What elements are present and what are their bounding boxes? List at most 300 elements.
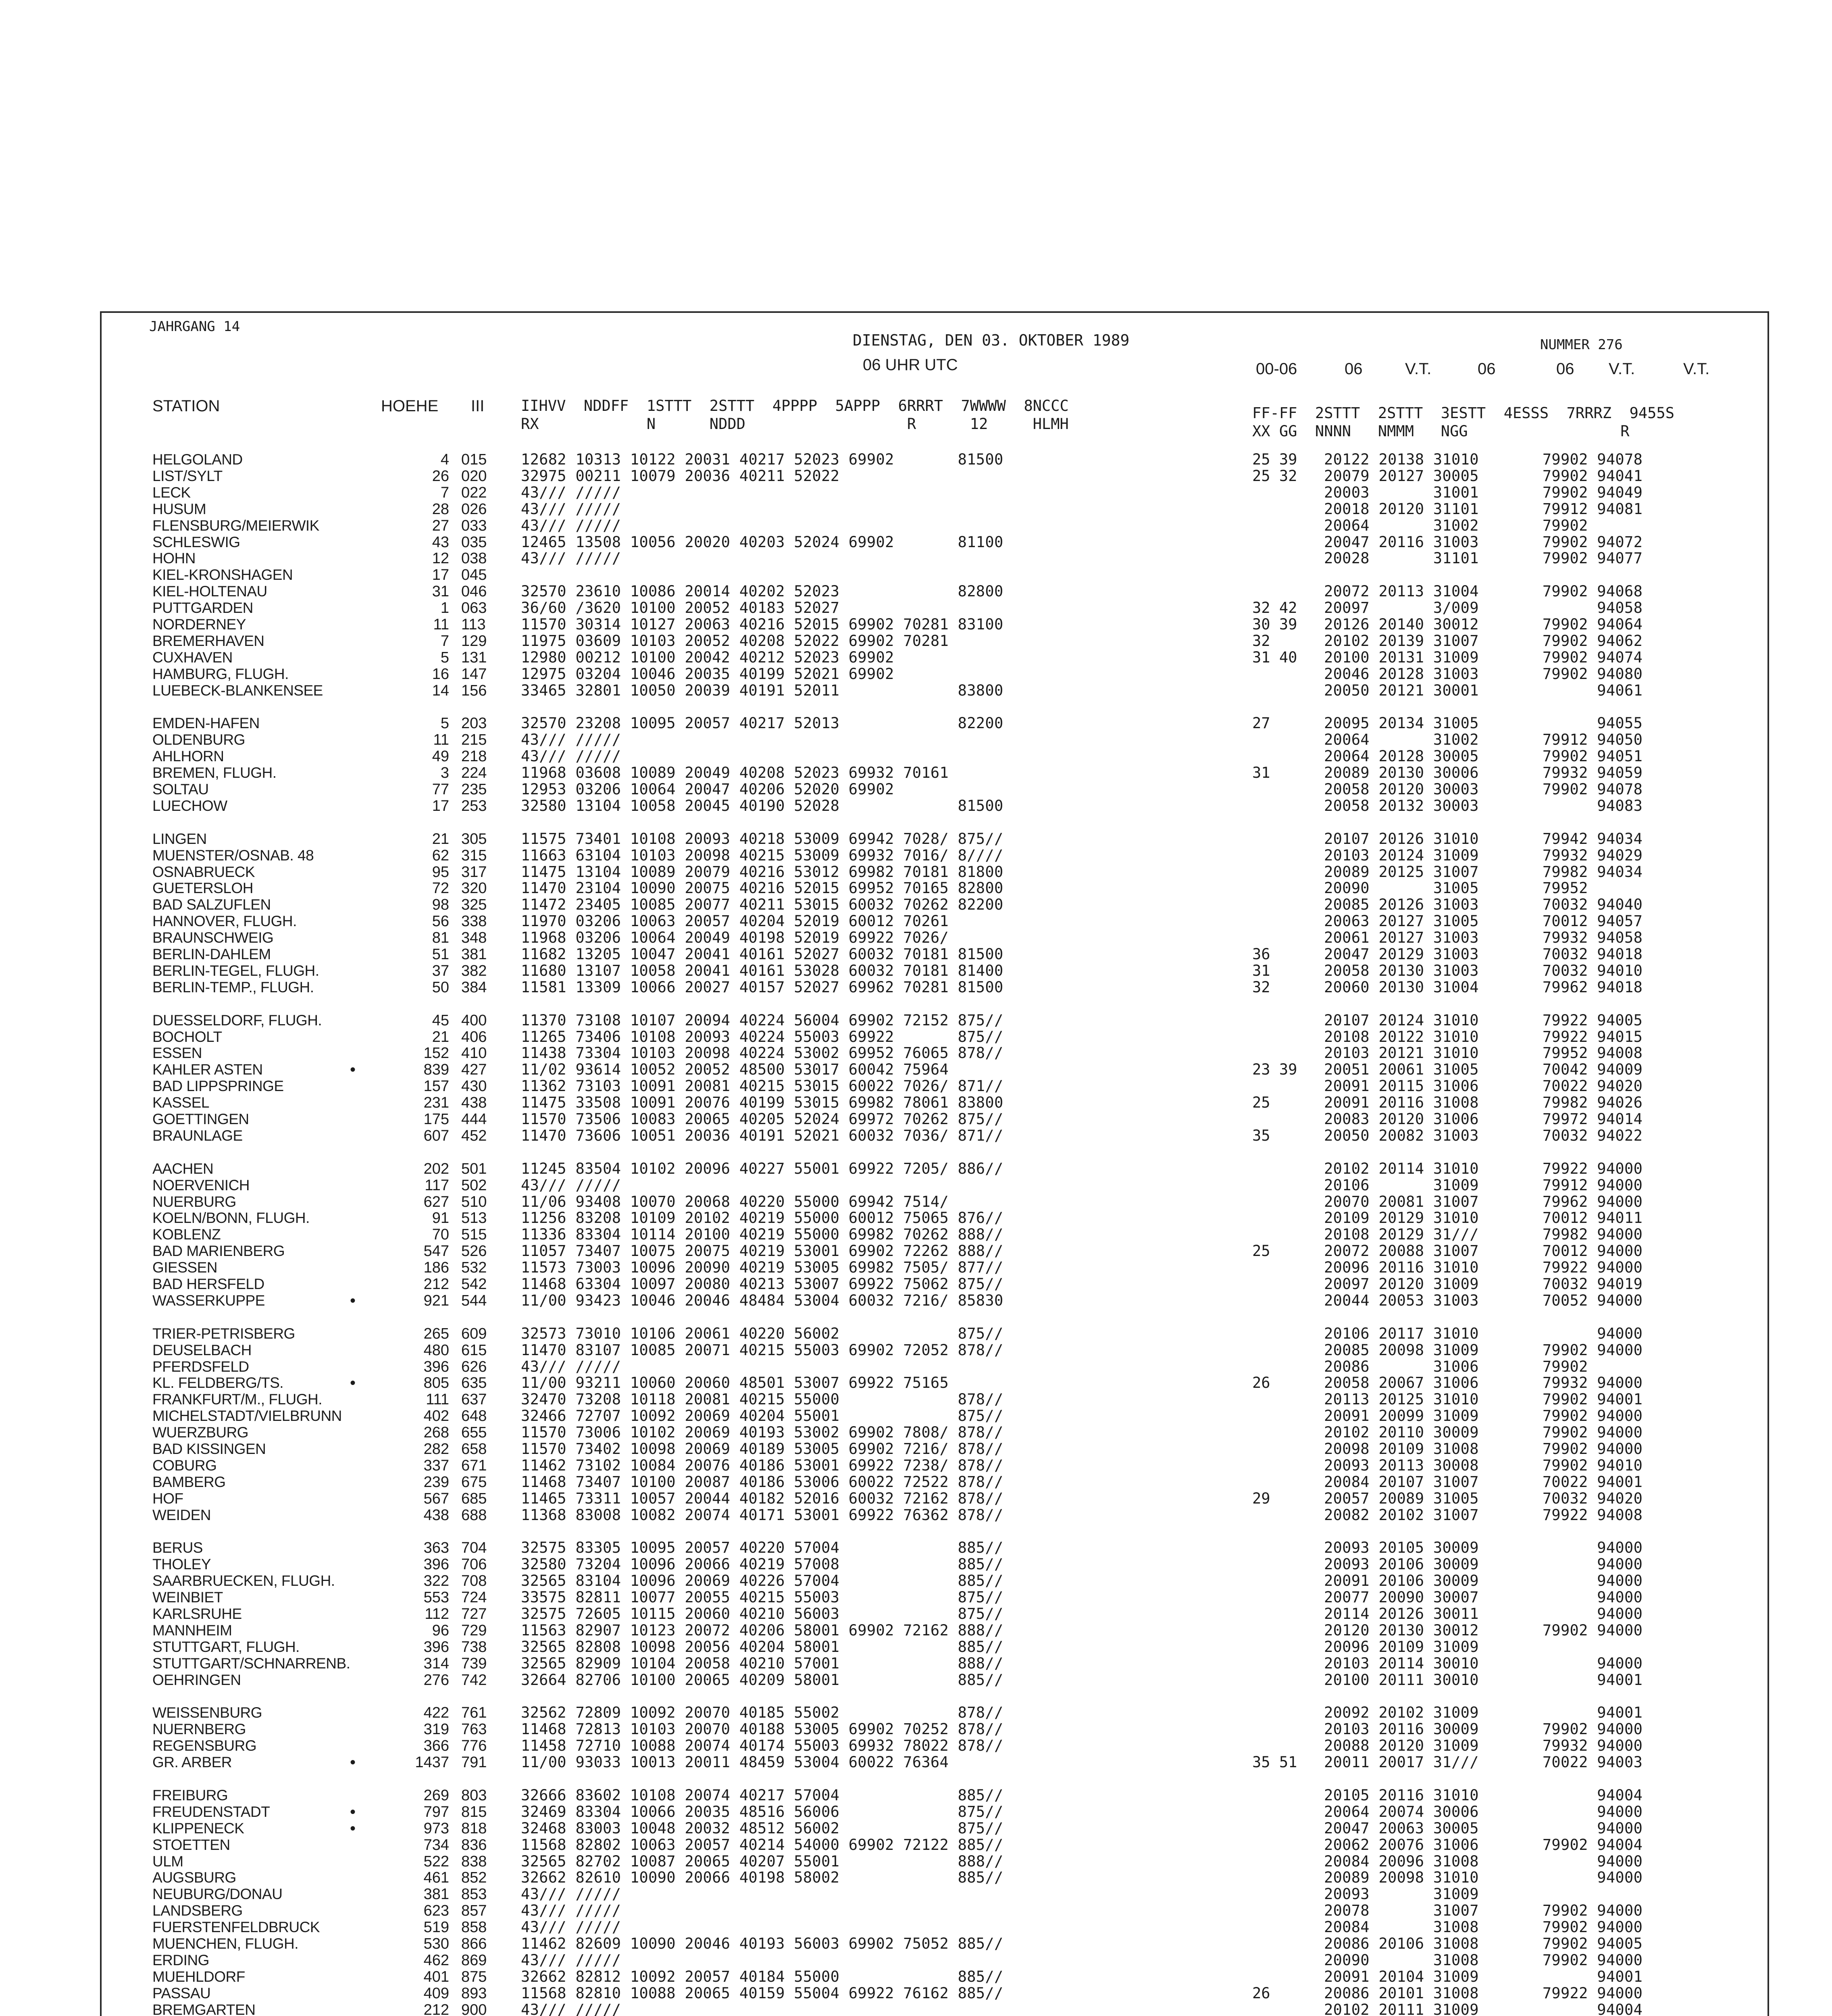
terminal-groups: 20088 20120 31009 79932 94000	[1324, 1737, 1643, 1754]
terminal-groups: 20091 20106 30009 94000	[1324, 1572, 1643, 1589]
column-header-obs-line2: RX N NDDD R 12 HLMH	[521, 415, 1069, 433]
report-date: DIENSTAG, DEN 03. OKTOBER 1989	[853, 331, 1130, 349]
station-height: 81	[432, 929, 449, 946]
observation-groups: 11682 13205 10047 20041 40161 52027 60032 70181 81500	[521, 946, 1003, 963]
station-height: 607	[423, 1127, 449, 1144]
observation-groups: 32975 00211 10079 20036 40211 52022	[521, 467, 840, 485]
terminal-groups: 20084 20096 31008 94000	[1324, 1853, 1643, 1870]
observation-groups: 32565 82702 10087 20065 40207 55001 888//	[521, 1853, 1003, 1870]
table-row	[0, 566, 1832, 584]
observation-groups: 43/// /////	[521, 731, 621, 748]
table-row	[0, 583, 1832, 600]
terminal-groups: 20102 20114 31010 79922 94000	[1324, 1160, 1643, 1177]
station-height: 157	[423, 1078, 449, 1095]
station-name: KL. FELDBERG/TS.	[152, 1375, 284, 1391]
table-row	[0, 1985, 1832, 2002]
observation-groups: 43/// /////	[521, 517, 621, 534]
table-row	[0, 1820, 1832, 1837]
station-name: LIST/SYLT	[152, 468, 223, 484]
observation-groups: 32662 82812 10092 20057 40184 55000 885//	[521, 1968, 1003, 1985]
station-name: GUETERSLOH	[152, 880, 253, 896]
station-name: MUENSTER/OSNAB. 48	[152, 847, 314, 864]
terminal-groups: 20058 20120 30003 79902 94078	[1324, 781, 1643, 798]
station-name: STUTTGART/SCHNARRENB.	[152, 1655, 350, 1672]
terminal-groups: 20078 31007 79902 94000	[1324, 1902, 1643, 1919]
station-id: 515	[461, 1226, 487, 1243]
station-name: BAD LIPPSPRINGE	[152, 1078, 284, 1094]
station-height: 462	[423, 1952, 449, 1969]
station-height: 322	[423, 1572, 449, 1589]
station-height: 530	[423, 1935, 449, 1952]
station-id: 026	[461, 501, 487, 518]
terminal-groups: 20089 20125 31007 79982 94034	[1324, 863, 1643, 881]
terminal-groups: 20085 20098 31009 79902 94000	[1324, 1341, 1643, 1359]
terminal-groups: 20098 20109 31008 79902 94000	[1324, 1440, 1643, 1458]
table-row	[0, 847, 1832, 864]
station-id: 035	[461, 534, 487, 551]
station-height: 461	[423, 1869, 449, 1886]
station-name: BOCHOLT	[152, 1029, 222, 1045]
table-row	[0, 962, 1832, 980]
observation-groups: 32470 73208 10118 20081 40215 55000 878//	[521, 1391, 1003, 1408]
terminal-groups: 20062 20076 31006 79902 94004	[1324, 1836, 1643, 1854]
terminal-groups: 20090 31008 79902 94000	[1324, 1951, 1643, 1969]
observation-groups: 11/02 93614 10052 20052 48500 53017 60042 75964	[521, 1061, 949, 1078]
station-height: 21	[432, 831, 449, 848]
table-row	[0, 1044, 1832, 1062]
observation-groups: 12953 03206 10064 20047 40206 52020 69902	[521, 781, 894, 798]
terminal-groups: 20072 20113 31004 79902 94068	[1324, 583, 1643, 600]
terminal-groups: 20047 20063 30005 94000	[1324, 1820, 1643, 1837]
station-name: OLDENBURG	[152, 731, 245, 748]
sub-label-4: 06	[1556, 360, 1574, 378]
station-id: 502	[461, 1177, 487, 1194]
terminal-groups: 20061 20127 31003 79932 94058	[1324, 929, 1643, 946]
station-height: 11	[433, 616, 449, 633]
observation-groups: 32565 82909 10104 20058 40210 57001 888//	[521, 1655, 1003, 1672]
table-row	[0, 1457, 1832, 1475]
observation-groups: 11570 73006 10102 20069 40193 53002 69902 7808/ 878//	[521, 1424, 1003, 1441]
station-id: 704	[461, 1539, 487, 1556]
table-row	[0, 484, 1832, 502]
observation-groups: 11563 82907 10123 20072 40206 58001 69902 72162 888//	[521, 1622, 1003, 1639]
station-name: FREIBURG	[152, 1787, 228, 1804]
mountain-marker: •	[350, 1820, 356, 1837]
sub-label-2: V.T.	[1405, 360, 1432, 378]
observation-groups: 43/// /////	[521, 500, 621, 518]
observation-groups: 43/// /////	[521, 484, 621, 501]
table-row	[0, 1358, 1832, 1376]
sub-label-5: V.T.	[1609, 360, 1635, 378]
terminal-groups: 20103 20121 31010 79952 94008	[1324, 1044, 1643, 1062]
station-height: 112	[425, 1606, 449, 1622]
observation-groups: 11568 82810 10088 20065 40159 55004 69922 76162 885//	[521, 1985, 1003, 2002]
terminal-groups: 20064 31002 79902	[1324, 517, 1588, 534]
station-height: 265	[423, 1325, 449, 1342]
observation-groups: 11/06 93408 10070 20068 40220 55000 69942 7514/	[521, 1193, 949, 1210]
station-id: 742	[461, 1672, 487, 1689]
terminal-groups: 20058 20067 31006 79932 94000	[1324, 1374, 1643, 1391]
terminal-groups: 20091 20116 31008 79982 94026	[1324, 1094, 1643, 1111]
table-row	[0, 1209, 1832, 1227]
station-height: 1437	[415, 1754, 449, 1771]
observation-groups: 11057 73407 10075 20075 40219 53001 69902 72262 888//	[521, 1242, 1003, 1260]
station-id: 317	[461, 864, 487, 881]
table-row	[0, 451, 1832, 469]
station-name: MUENCHEN, FLUGH.	[152, 1935, 299, 1952]
observation-groups: 11970 03206 10063 20057 40204 52019 60012 70261	[521, 912, 949, 930]
observation-groups: 32580 13104 10058 20045 40190 52028 81500	[521, 797, 1003, 814]
station-id: 853	[461, 1886, 487, 1903]
terminal-groups: 20077 20090 30007 94000	[1324, 1589, 1643, 1606]
terminal-groups: 20085 20126 31003 70032 94040	[1324, 896, 1643, 913]
terminal-groups: 20044 20053 31003 70052 94000	[1324, 1292, 1643, 1309]
station-id: 452	[461, 1127, 487, 1144]
station-id: 218	[461, 748, 487, 765]
station-height: 409	[423, 1985, 449, 2002]
sub-label-6: V.T.	[1683, 360, 1710, 378]
station-height: 111	[426, 1391, 449, 1408]
station-name: OSNABRUECK	[152, 864, 255, 880]
terminal-groups: 20064 20074 30006 94000	[1324, 1803, 1643, 1820]
terminal-groups: 20086 20101 31008 79922 94000	[1324, 1985, 1643, 2002]
station-id: 875	[461, 1968, 487, 1985]
station-height: 282	[423, 1441, 449, 1458]
station-name: BAD MARIENBERG	[152, 1243, 285, 1259]
station-id: 215	[461, 731, 487, 748]
terminal-groups: 20084 31008 79902 94000	[1324, 1918, 1643, 1936]
station-name: KIEL-KRONSHAGEN	[152, 566, 293, 583]
table-row	[0, 1242, 1832, 1260]
terminal-groups: 20051 20061 31005 70042 94009	[1324, 1061, 1643, 1078]
station-name: KOELN/BONN, FLUGH.	[152, 1210, 310, 1226]
station-id: 637	[461, 1391, 487, 1408]
station-id: 022	[461, 484, 487, 501]
table-row	[0, 599, 1832, 617]
station-name: NUERBURG	[152, 1193, 236, 1210]
station-height: 98	[432, 896, 449, 913]
station-height: 381	[423, 1886, 449, 1903]
table-row	[0, 1490, 1832, 1508]
terminal-groups: 20095 20134 31005 94055	[1324, 714, 1643, 732]
station-id: 836	[461, 1837, 487, 1854]
station-name: LINGEN	[152, 831, 207, 847]
station-id: 532	[461, 1259, 487, 1276]
station-height: 31	[432, 583, 449, 600]
issue-number: NUMMER 276	[1540, 337, 1623, 353]
station-height: 175	[423, 1111, 449, 1128]
station-name: FRANKFURT/M., FLUGH.	[152, 1391, 322, 1408]
station-name: LECK	[152, 484, 191, 501]
terminal-groups: 20091 20115 31006 70022 94020	[1324, 1077, 1643, 1095]
station-id: 444	[461, 1111, 487, 1128]
terminal-groups: 20113 20125 31010 79902 94001	[1324, 1391, 1643, 1408]
observation-groups: 32573 73010 10106 20061 40220 56002 875//	[521, 1325, 1003, 1342]
gust-groups: 25	[1252, 1242, 1270, 1260]
station-name: GOETTINGEN	[152, 1111, 249, 1127]
table-row	[0, 830, 1832, 848]
station-id: 671	[461, 1457, 487, 1474]
observation-groups: 33465 32801 10050 20039 40191 52011 83800	[521, 682, 1003, 699]
station-height: 839	[423, 1061, 449, 1078]
station-id: 203	[461, 715, 487, 732]
station-height: 28	[432, 501, 449, 518]
terminal-groups: 20122 20138 31010 79902 94078	[1324, 451, 1643, 468]
station-height: 366	[423, 1737, 449, 1754]
table-row	[0, 1836, 1832, 1854]
observation-groups: 32575 83305 10095 20057 40220 57004 885//	[521, 1539, 1003, 1556]
terminal-groups: 20050 20082 31003 70032 94022	[1324, 1127, 1643, 1144]
terminal-groups: 20120 20130 30012 79902 94000	[1324, 1622, 1643, 1639]
terminal-groups: 20018 20120 31101 79912 94081	[1324, 500, 1643, 518]
terminal-groups: 20102 20139 31007 79902 94062	[1324, 632, 1643, 650]
station-height: 4	[440, 451, 449, 468]
station-height: 45	[432, 1012, 449, 1029]
station-id: 738	[461, 1639, 487, 1656]
station-id: 858	[461, 1919, 487, 1936]
observation-groups: 11663 63104 10103 20098 40215 53009 69932 7016/ 8////	[521, 847, 1003, 864]
station-id: 526	[461, 1243, 487, 1260]
station-name: HAMBURG, FLUGH.	[152, 666, 289, 682]
table-row	[0, 1391, 1832, 1408]
observation-groups: 32570 23208 10095 20057 40217 52013 82200	[521, 714, 1003, 732]
station-name: BERLIN-DAHLEM	[152, 946, 271, 962]
station-id: 803	[461, 1787, 487, 1804]
observation-groups: 32570 23610 10086 20014 40202 52023 82800	[521, 583, 1003, 600]
terminal-groups: 20107 20126 31010 79942 94034	[1324, 830, 1643, 848]
station-height: 396	[423, 1556, 449, 1573]
gust-groups: 26	[1252, 1985, 1270, 2002]
station-id: 838	[461, 1853, 487, 1870]
station-id: 320	[461, 880, 487, 897]
station-name: FUERSTENFELDBRUCK	[152, 1919, 320, 1935]
observation-groups: 32565 83104 10096 20069 40226 57004 885//	[521, 1572, 1003, 1589]
observation-groups: 33575 82811 10077 20055 40215 55003 875//	[521, 1589, 1003, 1606]
station-name: NORDERNEY	[152, 616, 246, 633]
station-height: 797	[423, 1804, 449, 1820]
table-row	[0, 1720, 1832, 1738]
gust-groups: 23 39	[1252, 1061, 1297, 1078]
gust-groups: 32	[1252, 979, 1270, 996]
observation-groups: 11/00 93423 10046 20046 48484 53004 60032 7216/ 85830	[521, 1292, 1003, 1309]
observation-groups: 43/// /////	[521, 1902, 621, 1919]
mountain-marker: •	[350, 1374, 356, 1392]
observation-groups: 32662 82610 10090 20066 40198 58002 885//	[521, 1869, 1003, 1886]
table-row	[0, 896, 1832, 914]
observation-groups: 43/// /////	[521, 1918, 621, 1936]
station-id: 706	[461, 1556, 487, 1573]
terminal-groups: 20072 20088 31007 70012 94000	[1324, 1242, 1643, 1260]
station-id: 724	[461, 1589, 487, 1606]
table-row	[0, 1374, 1832, 1392]
observation-groups: 11475 13104 10089 20079 40216 53012 69982 70181 81800	[521, 863, 1003, 881]
observation-groups: 12682 10313 10122 20031 40217 52023 69902 81500	[521, 451, 1003, 468]
table-row	[0, 748, 1832, 765]
station-height: 553	[423, 1589, 449, 1606]
table-row	[0, 632, 1832, 650]
station-height: 43	[432, 534, 449, 551]
station-id: 658	[461, 1441, 487, 1458]
station-id: 685	[461, 1490, 487, 1507]
mountain-marker: •	[350, 1061, 356, 1079]
table-row	[0, 550, 1832, 567]
observation-groups: 43/// /////	[521, 2001, 621, 2016]
station-name: BAD HERSFELD	[152, 1276, 264, 1292]
station-id: 655	[461, 1424, 487, 1441]
table-row	[0, 731, 1832, 749]
sub-label-1: 06	[1345, 360, 1363, 378]
station-id: 675	[461, 1474, 487, 1491]
terminal-groups: 20108 20122 31010 79922 94015	[1324, 1028, 1643, 1045]
station-id: 033	[461, 517, 487, 534]
column-header-iii: III	[471, 397, 485, 415]
station-name: MUEHLDORF	[152, 1968, 245, 1985]
station-id: 510	[461, 1193, 487, 1210]
table-row	[0, 912, 1832, 930]
terminal-groups: 20097 3/009 94058	[1324, 599, 1643, 616]
observation-groups: 11568 82802 10063 20057 40214 54000 69902 72122 885//	[521, 1836, 1003, 1854]
terminal-groups: 20086 31006 79902	[1324, 1358, 1588, 1375]
table-row	[0, 2001, 1832, 2016]
gust-groups: 25	[1252, 1094, 1270, 1111]
terminal-groups: 20093 20113 30008 79902 94010	[1324, 1457, 1643, 1474]
table-row	[0, 1226, 1832, 1243]
observation-groups: 11468 72813 10103 20070 40188 53005 69902 70252 878//	[521, 1720, 1003, 1738]
column-header-hoehe: HOEHE	[381, 397, 439, 415]
observation-groups: 11573 73003 10096 20090 40219 53005 69982 7505/ 877//	[521, 1259, 1003, 1276]
period-label: 00-06	[1256, 360, 1297, 378]
terminal-groups: 20047 20116 31003 79902 94072	[1324, 533, 1643, 551]
station-name: CUXHAVEN	[152, 649, 233, 666]
station-height: 3	[440, 764, 449, 781]
terminal-groups: 20091 20104 31009 94001	[1324, 1968, 1643, 1985]
gust-groups: 27	[1252, 714, 1270, 732]
station-name: KAHLER ASTEN	[152, 1061, 263, 1078]
station-id: 381	[461, 946, 487, 963]
station-id: 305	[461, 831, 487, 848]
table-row	[0, 979, 1832, 996]
station-height: 396	[423, 1358, 449, 1375]
station-id: 501	[461, 1160, 487, 1177]
station-id: 615	[461, 1342, 487, 1359]
station-id: 382	[461, 962, 487, 979]
station-name: HANNOVER, FLUGH.	[152, 913, 297, 929]
station-height: 117	[425, 1177, 449, 1194]
station-id: 406	[461, 1029, 487, 1045]
station-id: 815	[461, 1804, 487, 1820]
table-row	[0, 1077, 1832, 1095]
terminal-groups: 20047 20129 31003 70032 94018	[1324, 946, 1643, 963]
station-id: 727	[461, 1606, 487, 1622]
table-row	[0, 714, 1832, 732]
table-row	[0, 1506, 1832, 1524]
terminal-groups: 20064 20128 30005 79902 94051	[1324, 748, 1643, 765]
table-row	[0, 1935, 1832, 1953]
station-id: 609	[461, 1325, 487, 1342]
terminal-groups: 20083 20120 31006 79972 94014	[1324, 1110, 1643, 1128]
station-height: 77	[432, 781, 449, 798]
table-row	[0, 946, 1832, 963]
table-row	[0, 1968, 1832, 1986]
station-id: 129	[461, 633, 487, 650]
station-height: 623	[423, 1902, 449, 1919]
table-row	[0, 1902, 1832, 1920]
terminal-groups: 20028 31101 79902 94077	[1324, 550, 1643, 567]
station-name: KOBLENZ	[152, 1226, 221, 1243]
observation-groups: 11581 13309 10066 20027 40157 52027 69962 70281 81500	[521, 979, 1003, 996]
terminal-groups: 20100 20131 31009 79902 94074	[1324, 649, 1643, 666]
observation-groups: 32575 72605 10115 20060 40210 56003 875//	[521, 1605, 1003, 1622]
station-id: 544	[461, 1292, 487, 1309]
station-height: 480	[423, 1342, 449, 1359]
station-id: 542	[461, 1276, 487, 1293]
table-row	[0, 863, 1832, 881]
table-row	[0, 1951, 1832, 1969]
station-height: 95	[432, 864, 449, 881]
table-row	[0, 1556, 1832, 1573]
station-height: 37	[432, 962, 449, 979]
table-row	[0, 467, 1832, 485]
terminal-groups: 20102 20110 30009 79902 94000	[1324, 1424, 1643, 1441]
observation-groups: 12465 13508 10056 20020 40203 52024 69902 81100	[521, 533, 1003, 551]
station-height: 519	[423, 1919, 449, 1936]
station-id: 626	[461, 1358, 487, 1375]
station-height: 319	[423, 1721, 449, 1738]
column-header-terminal-line2: XX GG NNNN NMMM NGG R	[1252, 423, 1630, 440]
station-id: 818	[461, 1820, 487, 1837]
terminal-groups: 20103 20114 30010 94000	[1324, 1655, 1643, 1672]
observation-groups: 32468 83003 10048 20032 48512 56002 875//	[521, 1820, 1003, 1837]
station-name: PASSAU	[152, 1985, 211, 2001]
terminal-groups: 20011 20017 31/// 70022 94003	[1324, 1754, 1643, 1771]
station-height: 337	[423, 1457, 449, 1474]
station-name: AHLHORN	[152, 748, 224, 764]
station-id: 131	[461, 649, 487, 666]
station-height: 314	[423, 1655, 449, 1672]
terminal-groups: 20089 20130 30006 79932 94059	[1324, 764, 1643, 781]
station-name: BAMBERG	[152, 1474, 226, 1490]
station-name: STOETTEN	[152, 1837, 230, 1853]
station-name: SCHLESWIG	[152, 534, 240, 550]
station-name: THOLEY	[152, 1556, 211, 1572]
column-header-obs-line1: IIHVV NDDFF 1STTT 2STTT 4PPPP 5APPP 6RRRT 7WWWW 8NCCC	[521, 397, 1069, 414]
terminal-groups: 20108 20129 31/// 79982 94000	[1324, 1226, 1643, 1243]
station-name: NOERVENICH	[152, 1177, 250, 1193]
station-height: 212	[423, 2001, 449, 2016]
observation-groups: 11468 63304 10097 20080 40213 53007 69922 75062 875//	[521, 1275, 1003, 1293]
station-name: ESSEN	[152, 1045, 202, 1061]
table-row	[0, 797, 1832, 815]
terminal-groups: 20090 31005 79952	[1324, 879, 1588, 897]
station-height: 202	[423, 1160, 449, 1177]
observation-groups: 11470 23104 10090 20075 40216 52015 69952 70165 82800	[521, 879, 1003, 897]
table-row	[0, 1671, 1832, 1689]
table-row	[0, 1407, 1832, 1425]
station-id: 063	[461, 600, 487, 616]
station-id: 776	[461, 1737, 487, 1754]
table-row	[0, 1094, 1832, 1112]
observation-groups: 11470 73606 10051 20036 40191 52021 60032 7036/ 871//	[521, 1127, 1003, 1144]
terminal-groups: 20070 20081 31007 79962 94000	[1324, 1193, 1643, 1210]
observation-groups: 43/// /////	[521, 1951, 621, 1969]
station-name: PUTTGARDEN	[152, 600, 253, 616]
table-row	[0, 665, 1832, 683]
station-name: OEHRINGEN	[152, 1672, 241, 1688]
station-id: 761	[461, 1704, 487, 1721]
station-id: 857	[461, 1902, 487, 1919]
observation-groups: 11472 23405 10085 20077 40211 53015 60032 70262 82200	[521, 896, 1003, 913]
station-id: 384	[461, 979, 487, 996]
